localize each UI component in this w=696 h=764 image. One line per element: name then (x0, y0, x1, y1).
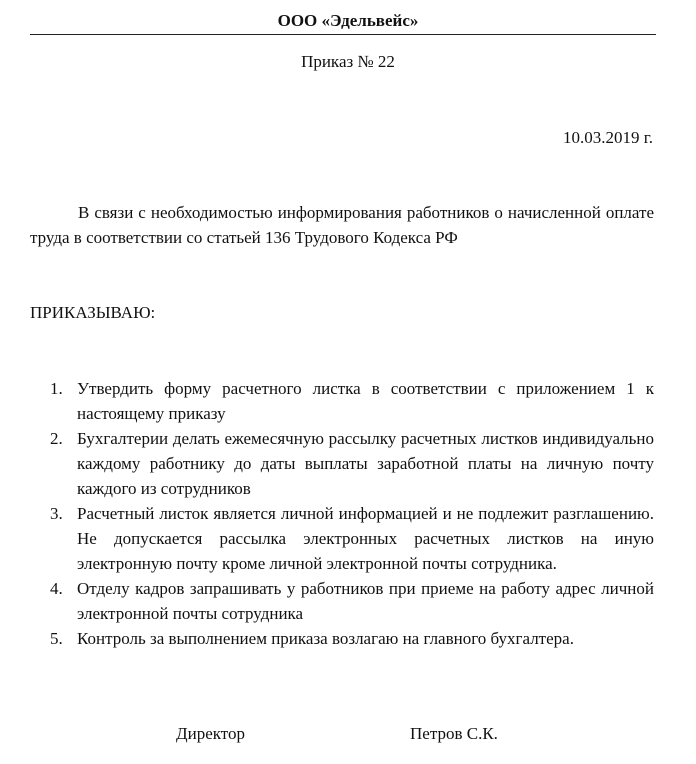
header-divider (30, 34, 656, 35)
orders-heading: ПРИКАЗЫВАЮ: (30, 303, 156, 322)
order-item-number: 3. (50, 504, 63, 523)
preamble-paragraph: В связи с необходимостью информирования работников о начисленной оплате труда в соответствии со статьей 136 Трудового Кодекса РФ (30, 203, 654, 247)
order-item (30, 376, 654, 426)
order-title: Приказ № 22 (301, 52, 395, 71)
signature-role: Директор (176, 724, 245, 743)
signature-name: Петров С.К. (410, 724, 498, 743)
order-item-number: 4. (50, 579, 63, 598)
order-date: 10.03.2019 г. (562, 128, 653, 147)
order-item-text: Контроль за выполнением приказа возлагаю на главного бухгалтера. (77, 629, 574, 648)
order-item (30, 626, 654, 651)
order-item-number: 2. (50, 429, 63, 448)
order-item-number: 1. (50, 379, 63, 398)
order-item (30, 501, 654, 576)
order-item (30, 426, 654, 501)
order-item-text: Расчетный листок является личной информацией и не подлежит разглашению. Не допускается рассылка электронных расчетных листков на иную электронную почту кроме личной электронной почты сотрудника. (77, 504, 654, 573)
order-item-text: Отделу кадров запрашивать у работников при приеме на работу адрес личной электронной почты сотрудника (77, 579, 654, 623)
order-item-text: Бухгалтерии делать ежемесячную рассылку расчетных листков индивидуально каждому работнику до даты выплаты заработной платы на личную почту каждого из сотрудников (77, 429, 654, 498)
organization-name: ООО «Эдельвейс» (277, 11, 419, 30)
order-item-number: 5. (50, 629, 63, 648)
order-items-list (30, 376, 654, 651)
order-item-text: Утвердить форму расчетного листка в соответствии с приложением 1 к настоящему приказу (77, 379, 654, 423)
order-item (30, 576, 654, 626)
